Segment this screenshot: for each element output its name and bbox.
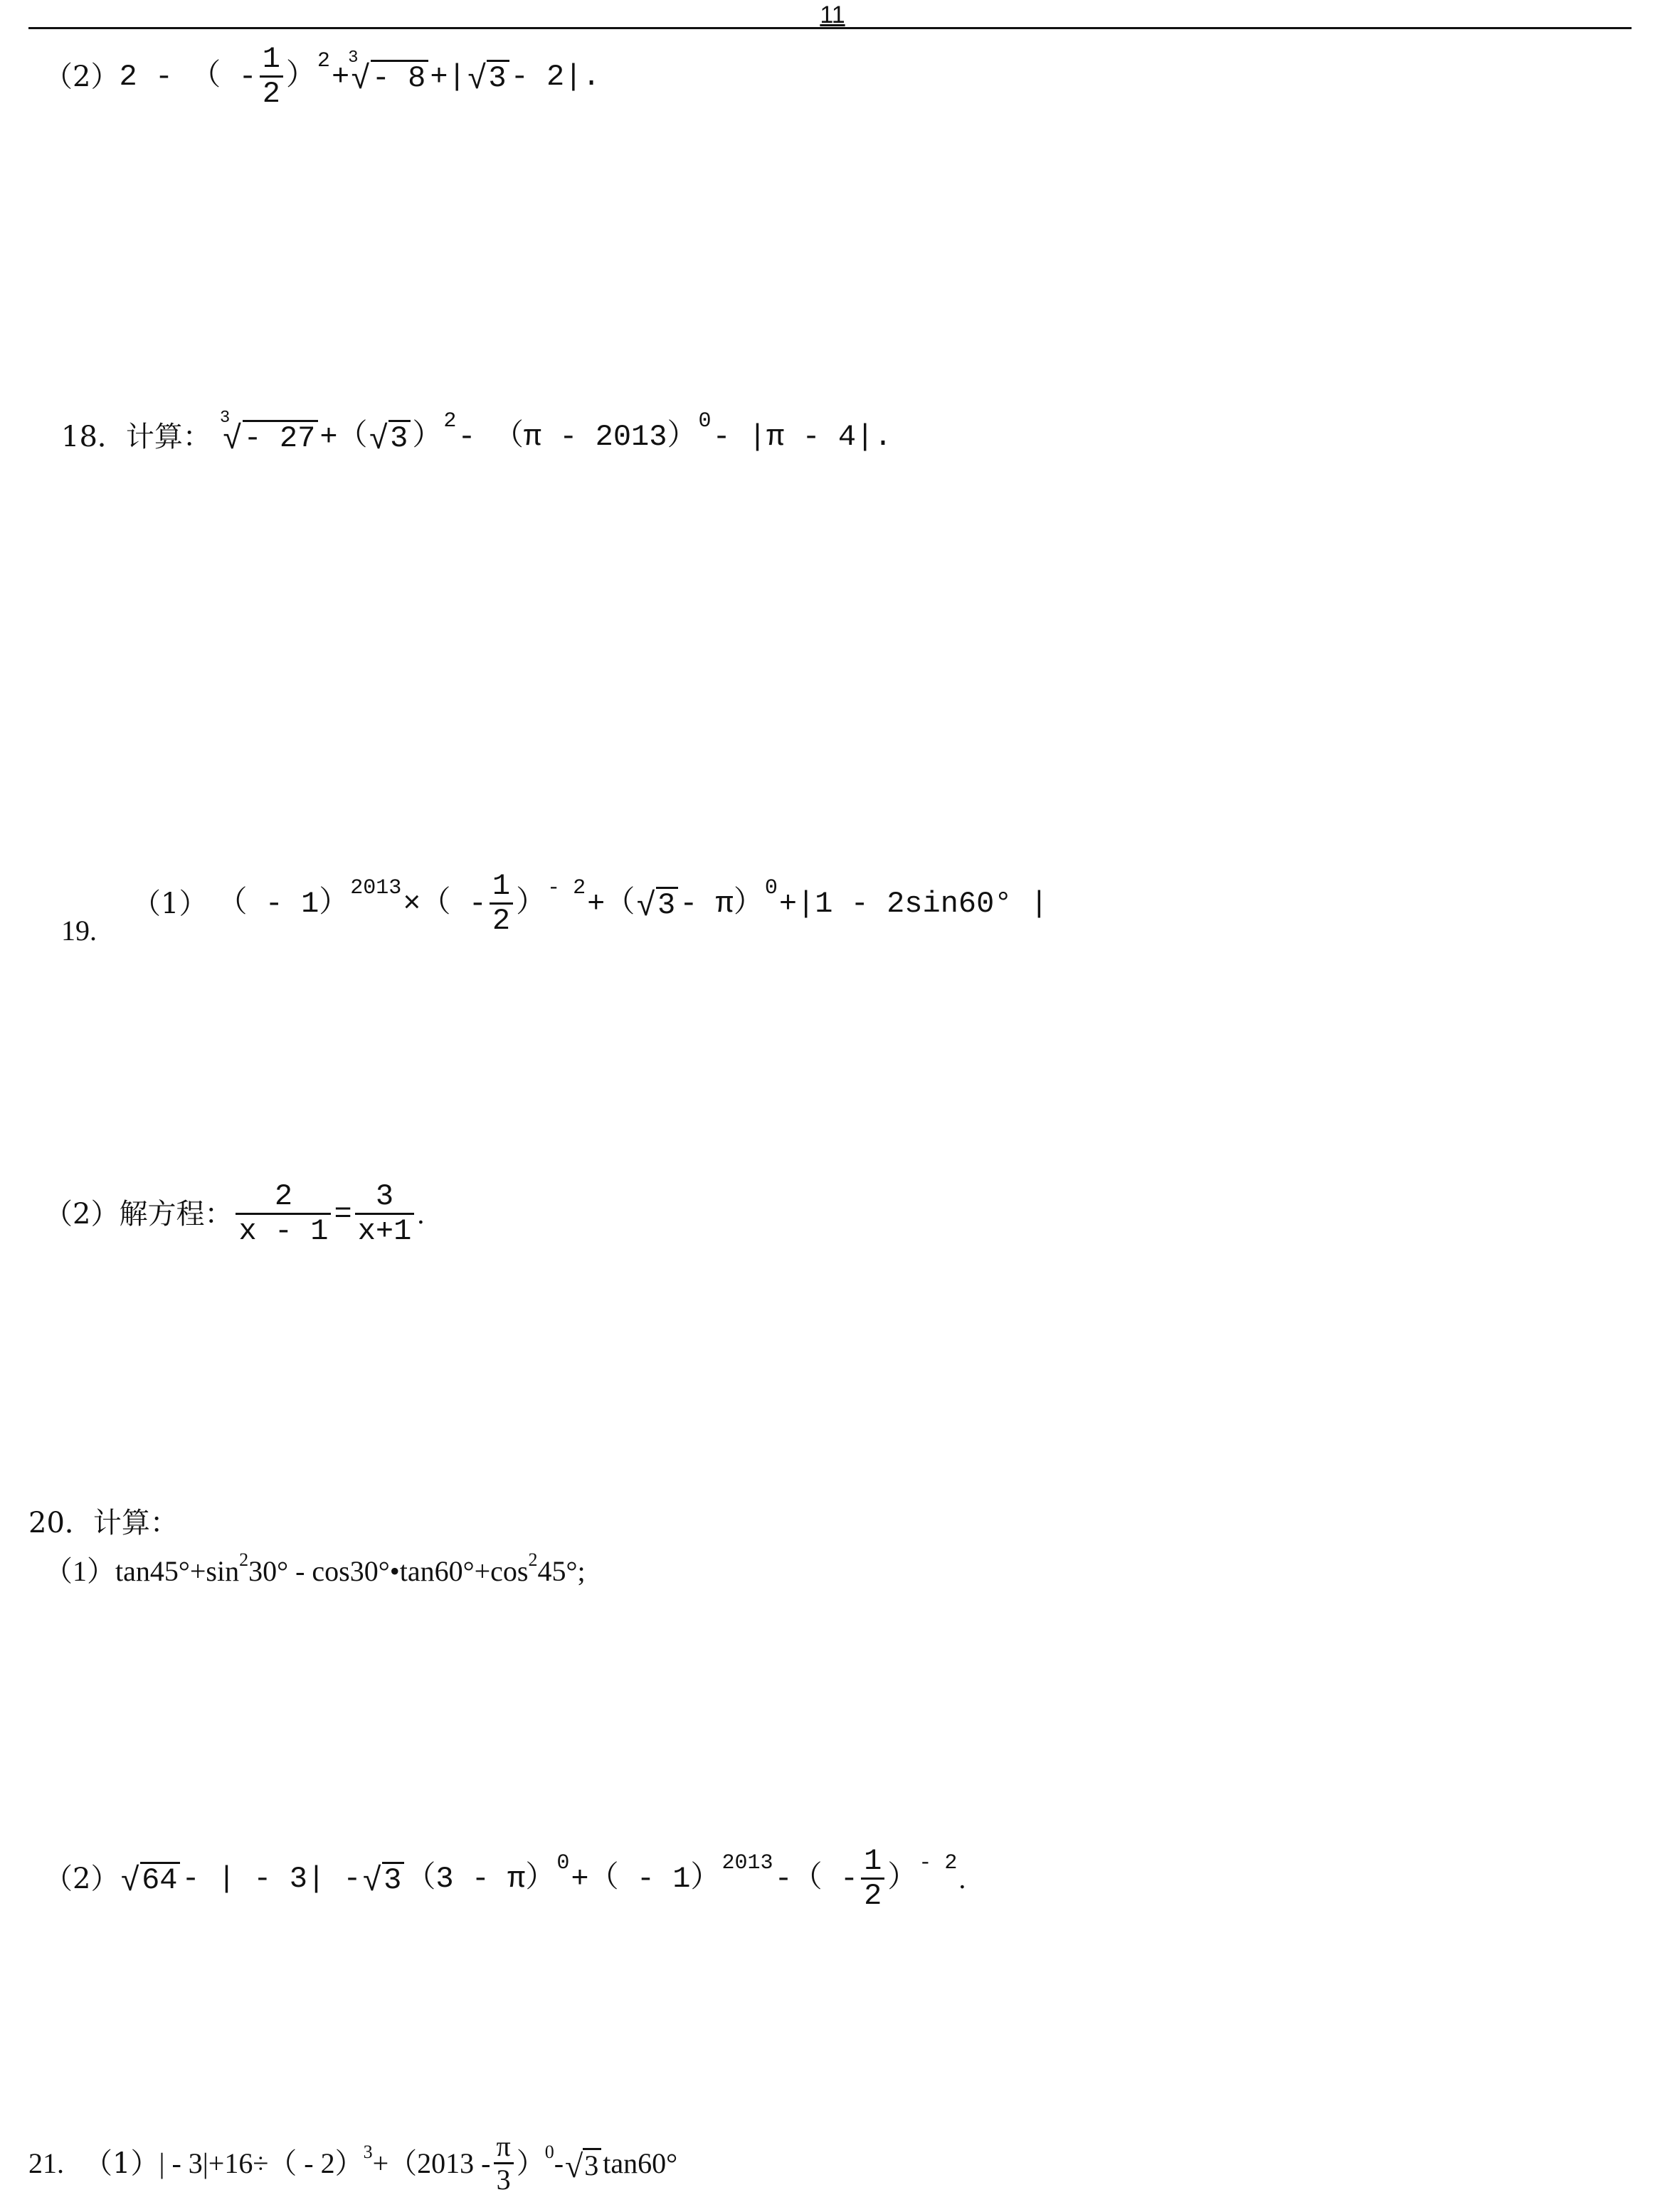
term: （3 - π） <box>406 1861 556 1896</box>
problem-20-1 <box>44 1549 586 1587</box>
fraction <box>494 2132 514 2194</box>
term: - |π - 4|. <box>712 419 892 454</box>
radicand: 3 <box>388 420 411 453</box>
question-number-19: 19. <box>61 915 97 947</box>
radical-sign: √ <box>565 2147 583 2184</box>
exponent: - 2 <box>919 1850 958 1875</box>
square-root <box>565 2147 601 2184</box>
term: 45°; <box>537 1555 586 1587</box>
term: - π） <box>680 886 763 921</box>
radical-sign: √ <box>362 1863 383 1900</box>
root-index: 3 <box>348 48 359 68</box>
numerator: 3 <box>375 1179 394 1213</box>
fraction-right <box>355 1181 415 1246</box>
exponent: 2013 <box>350 875 402 900</box>
denominator: x+1 <box>355 1213 415 1246</box>
term: - | - 3| - <box>181 1861 361 1896</box>
period: . <box>417 1197 425 1230</box>
root-index: 3 <box>219 409 231 428</box>
term: | - 3|+16÷（ - 2） <box>159 2147 364 2179</box>
radical-sign: √ <box>369 421 389 458</box>
numerator: 1 <box>492 869 511 903</box>
term: tan60° <box>603 2147 678 2179</box>
exponent: 0 <box>544 2141 554 2162</box>
term: +（2013 - <box>372 2147 491 2179</box>
fraction-left <box>236 1181 331 1246</box>
exponent: 2 <box>317 48 330 73</box>
square-root <box>369 420 411 458</box>
problem-21-1 <box>28 2132 677 2194</box>
numerator: 1 <box>864 1844 882 1878</box>
exponent: 2 <box>528 1549 538 1570</box>
header-rule <box>28 27 1632 29</box>
exponent: - 2 <box>547 875 586 900</box>
term: - 2|. <box>510 59 601 94</box>
radical-sign: √ <box>120 1863 141 1900</box>
exponent: 0 <box>698 409 712 433</box>
exponent: 0 <box>556 1850 570 1875</box>
radical-sign: √ <box>467 61 487 98</box>
term: （1）tan45°+sin <box>44 1555 240 1587</box>
term: 30° - cos30°•tan60°+cos <box>248 1555 529 1587</box>
term: ） <box>285 59 316 94</box>
label: （2）解方程： <box>44 1197 233 1231</box>
numerator: 1 <box>262 42 280 76</box>
radicand: 3 <box>382 1862 404 1895</box>
radicand: 3 <box>583 2148 601 2180</box>
radicand: 3 <box>487 60 509 93</box>
square-root <box>362 1862 405 1900</box>
page-number: 11 <box>820 1 845 28</box>
radical-sign: √ <box>351 61 371 98</box>
term: - <box>554 2147 564 2179</box>
cube-root <box>348 48 428 98</box>
label: （1） <box>84 2147 159 2180</box>
square-root <box>467 60 509 98</box>
label: （1） <box>132 887 208 920</box>
fraction <box>260 44 283 109</box>
label: 18．计算： <box>61 420 211 453</box>
term: ） <box>516 2147 545 2179</box>
exponent: 0 <box>764 875 778 900</box>
denominator: 3 <box>494 2162 514 2194</box>
period: . <box>958 1862 966 1895</box>
problem-20-2 <box>44 1846 966 1911</box>
term: + <box>331 59 350 94</box>
term: ） <box>887 1861 918 1896</box>
problem-18 <box>61 409 892 458</box>
radical-sign: √ <box>636 888 656 925</box>
radicand: - 27 <box>243 420 319 453</box>
denominator: 2 <box>490 902 513 936</box>
denominator: 2 <box>260 75 283 109</box>
term: +（ <box>587 886 635 921</box>
radicand: - 8 <box>371 60 429 93</box>
radical-sign: √ <box>222 421 243 458</box>
radicand: 64 <box>140 1862 180 1895</box>
square-root <box>636 887 678 925</box>
exponent: 2013 <box>721 1850 773 1875</box>
problem-20-heading <box>28 1509 179 1537</box>
term: ×（ - <box>403 886 487 921</box>
term: 2 - （ - <box>119 59 257 94</box>
term: -（ - <box>774 1861 859 1896</box>
exponent: 2 <box>443 409 457 433</box>
problem-19-2 <box>44 1181 424 1246</box>
denominator: 2 <box>861 1877 884 1911</box>
label: （2） <box>44 1862 120 1895</box>
numerator: π <box>496 2130 511 2162</box>
exponent: 3 <box>363 2141 373 2162</box>
fraction <box>490 871 513 936</box>
term: （ - 1） <box>217 886 349 921</box>
label: （2） <box>44 60 120 93</box>
term: +（ - 1） <box>571 1861 721 1896</box>
term: ） <box>412 419 443 454</box>
question-number-21: 21. <box>28 2147 64 2179</box>
square-root <box>120 1862 180 1900</box>
equals-sign: = <box>334 1196 352 1231</box>
label: 20．计算： <box>28 1507 179 1539</box>
term: +|1 - 2sin60° | <box>778 886 1048 921</box>
term: +| <box>430 59 466 94</box>
numerator: 2 <box>274 1179 293 1213</box>
term: ） <box>516 886 546 921</box>
exponent: 2 <box>239 1549 249 1570</box>
term: - （π - 2013） <box>458 419 697 454</box>
problem-17-2 <box>44 44 601 109</box>
term: +（ <box>319 419 368 454</box>
cube-root <box>219 409 318 458</box>
fraction <box>861 1846 884 1911</box>
denominator: x - 1 <box>236 1213 331 1246</box>
radicand: 3 <box>656 887 678 920</box>
problem-19-1 <box>132 871 1048 936</box>
